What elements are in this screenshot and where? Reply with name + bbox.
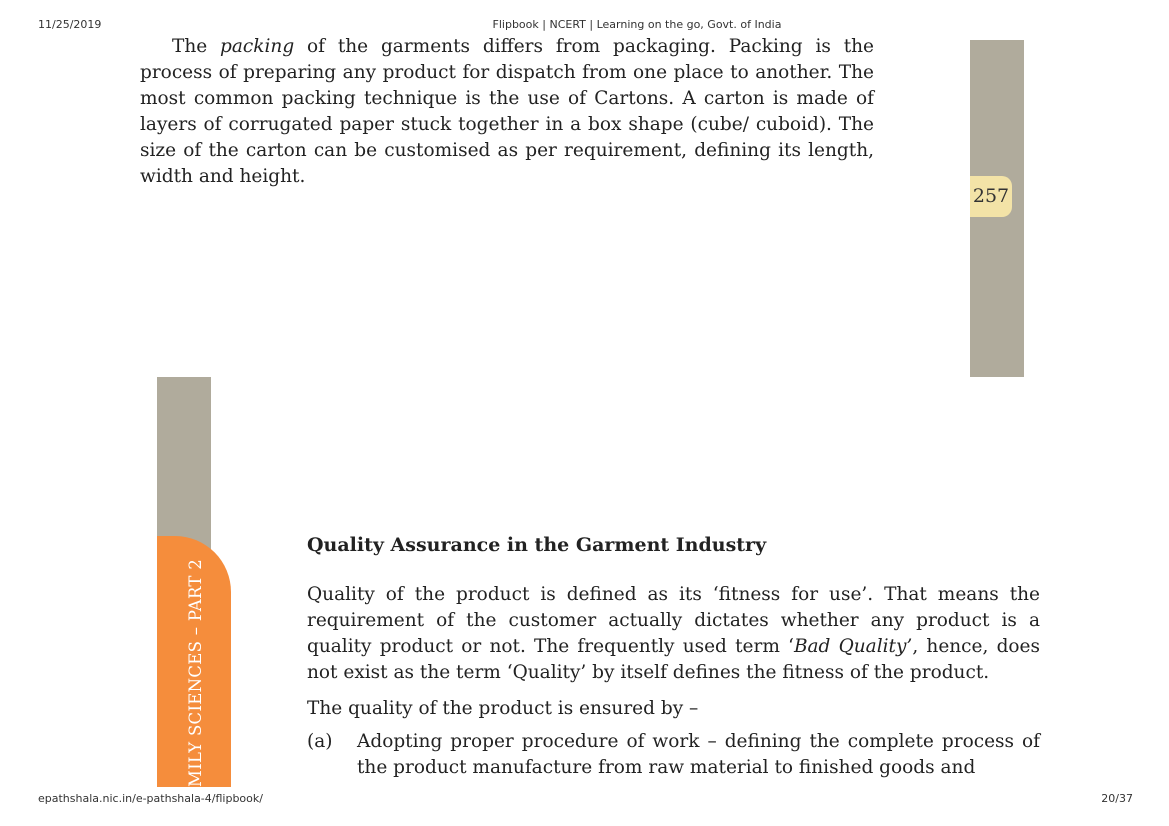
footer-url: epathshala.nic.in/e-pathshala-4/flipbook/ [38, 792, 263, 805]
quality-italic: Bad Quality’ [793, 636, 913, 657]
section-heading: Quality Assurance in the Garment Industry [307, 534, 767, 556]
quality-text-b: , hence, does not exist as the term ‘Quality’ by itself defines the fitness of the product. [307, 636, 1040, 683]
packing-text-start: The [172, 36, 221, 57]
packing-text-rest: of the garments differs from packaging. Packing is the process of preparing any product for dispatch from one place to another. The most common packing technique is the use of Cartons. A carton is made of layers of corrugated paper stuck together in a box shape (cube/ cuboid). The size of the carton can be customised as per requirement, defining its length, width and height. [140, 36, 874, 187]
page-number-badge: 257 [970, 176, 1012, 217]
quality-paragraph [307, 582, 1040, 686]
packing-italic: packing [220, 36, 295, 57]
ensured-paragraph: The quality of the product is ensured by – [307, 698, 699, 719]
footer-page-count: 20/37 [1101, 792, 1133, 805]
list-item-label: (a) [307, 731, 333, 752]
list-item-text: Adopting proper procedure of work – defining the complete process of the product manufacture from raw material to finished goods and [357, 731, 1040, 778]
quality-text-a: Quality of the product is defined as its ‘fitness for use’. That means the requirement of the customer actually dictates whether any product is a quality product or not. The frequently used term ‘ [307, 584, 1040, 657]
print-date: 11/25/2019 [38, 18, 102, 31]
print-title: Flipbook | NCERT | Learning on the go, Govt. of India [492, 18, 782, 31]
side-tab-label: MILY SCIENCES – PART 2 [186, 558, 205, 787]
